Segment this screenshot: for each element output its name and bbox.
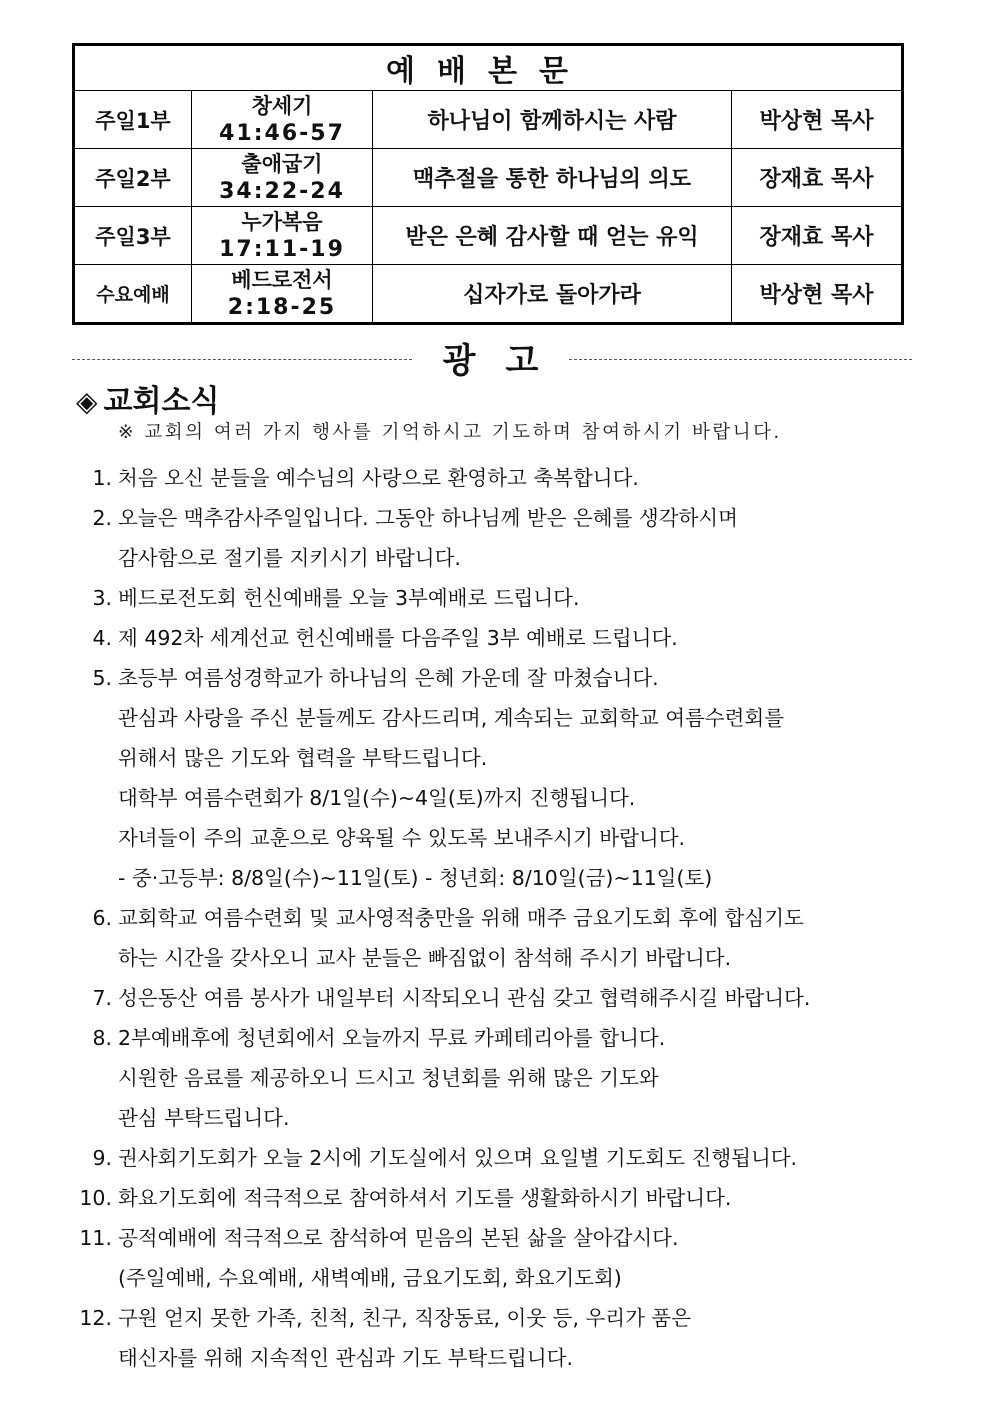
announcement-line: 시원한 음료를 제공하오니 드시고 청년회를 위해 많은 기도와 [118,1066,659,1090]
scripture [192,91,373,149]
announcement-line: 공적예배에 적극적으로 참석하여 믿음의 본된 삶을 살아갑시다. [118,1226,679,1250]
announcement-item [72,458,912,498]
scripture-ref: 17:11-19 [219,236,345,262]
sermon-title: 받은 은혜 감사할 때 얻는 유익 [373,207,732,265]
announcement-number: 6. [92,906,112,930]
announcement-line: 제 492차 세계선교 헌신예배를 다음주일 3부 예배로 드립니다. [118,626,678,650]
announcement-number: 3. [92,586,112,610]
announcement-line: 태신자를 위해 지속적인 관심과 기도 부탁드립니다. [118,1346,573,1370]
scripture-ref: 2:18-25 [227,294,337,320]
announcement-number: 9. [92,1146,112,1170]
announcement-line: 화요기도회에 적극적으로 참여하셔서 기도를 생활화하시기 바랍니다. [118,1186,732,1210]
announcement-item [72,978,912,1018]
sermon-title: 십자가로 돌아가라 [373,265,732,324]
scripture [192,265,373,324]
announcement-number: 2. [92,506,112,530]
divider-line-right [569,359,912,360]
announcement-line: 베드로전도회 헌신예배를 오늘 3부예배로 드립니다. [118,586,580,610]
announcement-item [72,658,912,898]
announcement-line: 초등부 여름성경학교가 하나님의 은혜 가운데 잘 마쳤습니다. [118,666,659,690]
announcement-item [72,578,912,618]
scripture-ref: 34:22-24 [219,178,345,204]
sermon-table [72,43,904,325]
announcement-list [72,458,912,1378]
announcement-line: 대학부 여름수련회가 8/1일(수)~4일(토)까지 진행됩니다. [118,786,636,810]
scripture-ref: 41:46-57 [219,120,345,146]
announcement-number: 5. [92,666,112,690]
service-name: 주일3부 [74,207,192,265]
announcement-line: - 중·고등부: 8/8일(수)~11일(토) - 청년회: 8/10일(금)~11일(토) [118,866,713,890]
announcement-line: 2부예배후에 청년회에서 오늘까지 무료 카페테리아를 합니다. [118,1026,666,1050]
announcement-line: 자녀들이 주의 교훈으로 양육될 수 있도록 보내주시기 바랍니다. [118,826,686,850]
church-news-heading [76,376,219,420]
sermon-row [74,91,903,149]
sermon-row [74,207,903,265]
sermon-title: 하나님이 함께하시는 사람 [373,91,732,149]
announcement-line: (주일예배, 수요예배, 새벽예배, 금요기도회, 화요기도회) [118,1266,622,1290]
preacher: 장재효 목사 [732,149,903,207]
scripture-book: 출애굽기 [241,151,323,176]
announcement-number: 10. [79,1186,112,1210]
announcement-number: 1. [92,466,112,490]
scripture [192,207,373,265]
scripture-book: 누가복음 [241,209,323,234]
scripture-book: 창세기 [251,93,313,118]
sermon-row [74,149,903,207]
ads-divider [72,333,912,381]
announcement-number: 11. [79,1226,112,1250]
church-news-title: 교회소식 [103,384,220,419]
ads-title: 광고 [442,341,569,381]
announcement-line: 처음 오신 분들을 예수님의 사랑으로 환영하고 축복합니다. [118,466,639,490]
announcement-line: 감사함으로 절기를 지키시기 바랍니다. [118,546,461,570]
service-name: 주일1부 [74,91,192,149]
diamond-bullet-icon: ◈ [76,385,98,418]
sermon-table-header: 예배본문 [74,45,903,91]
service-name: 주일2부 [74,149,192,207]
announcement-item [72,1138,912,1178]
announcement-item [72,1298,912,1378]
announcement-item [72,498,912,578]
announcement-item [72,898,912,978]
announcement-line: 권사회기도회가 오늘 2시에 기도실에서 있으며 요일별 기도회도 진행됩니다. [118,1146,798,1170]
announcement-item [72,618,912,658]
announcement-line: 관심 부탁드립니다. [118,1106,290,1130]
announcement-line: 구원 얻지 못한 가족, 친척, 친구, 직장동료, 이웃 등, 우리가 품은 [118,1306,692,1330]
announcement-line: 오늘은 맥추감사주일입니다. 그동안 하나님께 받은 은혜를 생각하시며 [118,506,738,530]
service-name: 수요예배 [74,265,192,324]
sermon-row [74,265,903,324]
announcement-line: 위해서 많은 기도와 협력을 부탁드립니다. [118,746,488,770]
preacher: 박상현 목사 [732,91,903,149]
divider-line-left [72,359,412,360]
sermon-title: 맥추절을 통한 하나님의 의도 [373,149,732,207]
preacher: 박상현 목사 [732,265,903,324]
church-news-subtitle: ※ 교회의 여러 가지 행사를 기억하시고 기도하며 참여하시기 바랍니다. [118,422,782,443]
scripture-book: 베드로전서 [231,267,333,292]
announcement-number: 7. [92,986,112,1010]
announcement-number: 12. [79,1306,112,1330]
preacher: 장재효 목사 [732,207,903,265]
announcement-line: 교회학교 여름수련회 및 교사영적충만을 위해 매주 금요기도회 후에 합심기도 [118,906,804,930]
announcement-item [72,1178,912,1218]
announcement-line: 하는 시간을 갖사오니 교사 분들은 빠짐없이 참석해 주시기 바랍니다. [118,946,732,970]
scripture [192,149,373,207]
announcement-line: 성은동산 여름 봉사가 내일부터 시작되오니 관심 갖고 협력해주시길 바랍니다. [118,986,811,1010]
announcement-item [72,1018,912,1138]
announcement-number: 8. [92,1026,112,1050]
announcement-number: 4. [92,626,112,650]
announcement-item [72,1218,912,1298]
announcement-line: 관심과 사랑을 주신 분들께도 감사드리며, 계속되는 교회학교 여름수련회를 [118,706,785,730]
